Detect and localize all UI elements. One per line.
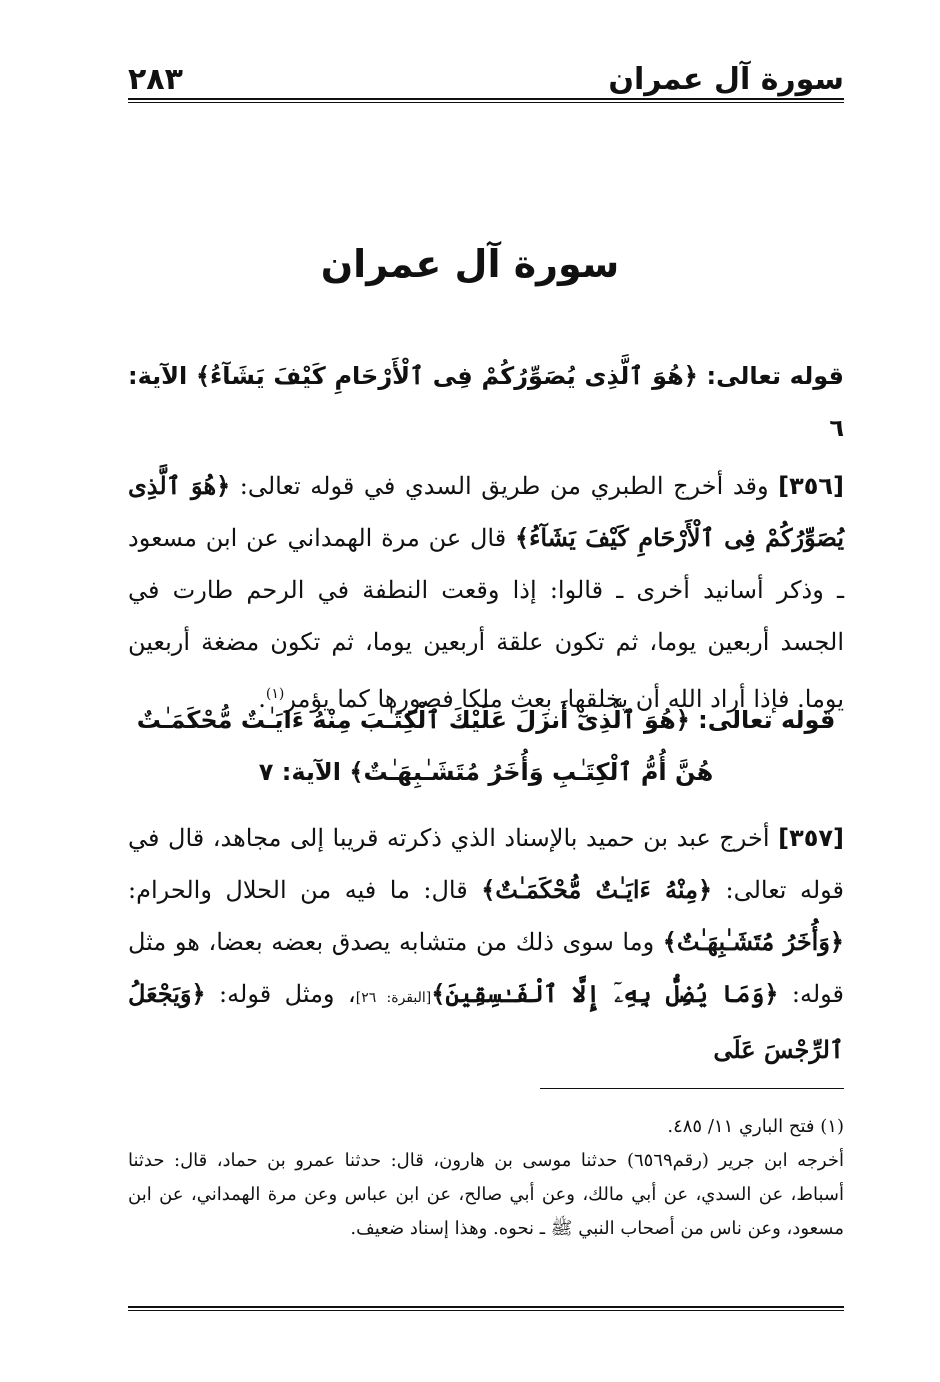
- running-title: سورة آل عمران: [608, 62, 844, 97]
- footnote-text: فتح الباري ١١/ ٤٨٥.: [667, 1116, 815, 1137]
- section-2: [128, 694, 844, 1076]
- section-1: [128, 350, 844, 725]
- running-header: [128, 58, 844, 102]
- page-number: ٢٨٣: [128, 62, 183, 97]
- footnote-separator: [540, 1088, 844, 1089]
- quoted-verse: ﴿مِنْهُ ءَايَـٰتٌ مُّحْكَمَـٰتٌ﴾: [481, 875, 713, 904]
- paragraph-text: وما سوى ذلك من متشابه يصدق بعضه بعضا، هو مثل قوله:: [128, 928, 844, 1008]
- footnote-1: [128, 1110, 844, 1144]
- quoted-verse: ﴿وَأُخَرُ مُتَشَـٰبِهَـٰتٌ﴾: [662, 927, 844, 956]
- paragraph-text: قال: ما فيه من الحلال والحرام:: [128, 876, 468, 904]
- quoted-verse: ﴿وَمَا يُضِلُّ بِهِۦٓ إِلَّا ٱلْفَـٰسِقِينَ﴾: [431, 979, 779, 1008]
- heading-verse: ﴿هُوَ ٱلَّذِىٓ أَنزَلَ عَلَيْكَ ٱلْكِتَـٰبَ مِنْهُ ءَايَـٰتٌ مُّحْكَمَـٰتٌ هُنَّ أُمُّ ٱلْكِتَـٰبِ وَأُخَرُ مُتَشَـٰبِهَـٰتٌ﴾: [136, 706, 714, 786]
- heading-label: قوله تعالى:: [698, 706, 836, 734]
- footnote-text: أخرجه ابن جرير (رقم٦٥٦٩) حدثنا موسى بن هارون، قال: حدثنا عمرو بن حماد، قال: حدثنا أسباط، عن السدي، عن أبي مالك، وعن أبي صالح، عن ابن عباس وعن مرة الهمداني، عن ابن مسعود، وعن ناس من أصحاب النبي ﷺ ـ نحوه. وهذا إسناد ضعيف.: [128, 1150, 844, 1239]
- header-rule: [128, 98, 844, 103]
- footnote-mark: (١): [265, 686, 285, 702]
- verse-reference: [البقرة: ٢٦]: [355, 990, 432, 1006]
- footnotes: [128, 1110, 844, 1246]
- footer-rule: [128, 1306, 844, 1311]
- paragraph-356: [128, 460, 844, 725]
- paragraph-number: [٣٥٧]: [778, 824, 844, 852]
- heading-ref: الآية: ٦: [128, 362, 844, 442]
- footnote-number: (١): [820, 1116, 844, 1137]
- paragraph-text: ، ومثل قوله:: [219, 980, 356, 1008]
- paragraph-text: أخرج عبد بن حميد بالإسناد الذي ذكرته قريبا إلى مجاهد، قال في قوله تعالى:: [128, 824, 844, 904]
- quoted-verse: ﴿هُوَ ٱلَّذِى يُصَوِّرُكُمْ فِى ٱلْأَرْحَامِ كَيْفَ يَشَآءُ﴾: [128, 471, 845, 552]
- surah-title: سورة آل عمران: [320, 242, 620, 286]
- footnote-1-continued: [128, 1144, 844, 1246]
- section-1-heading: [128, 350, 844, 454]
- heading-label: قوله تعالى:: [706, 362, 844, 390]
- paragraph-number: [٣٥٦]: [778, 472, 845, 500]
- paragraph-end: .: [258, 685, 266, 713]
- section-2-heading: [128, 694, 844, 798]
- paragraph-text: وقد أخرج الطبري من طريق السدي في قوله تعالى:: [239, 472, 769, 500]
- heading-ref: الآية: ٧: [258, 758, 342, 786]
- quoted-verse: ﴿وَيَجْعَلُ ٱلرِّجْسَ عَلَى: [128, 979, 844, 1064]
- heading-verse: ﴿هُوَ ٱلَّذِى يُصَوِّرُكُمْ فِى ٱلْأَرْحَامِ كَيْفَ يَشَآءُ﴾: [195, 362, 698, 390]
- paragraph-357: [128, 812, 844, 1076]
- paragraph-text: قال عن مرة الهمداني عن ابن مسعود ـ وذكر أسانيد أخرى ـ قالوا: إذا وقعت النطفة في الرحم طارت في الجسد أربعين يوما، ثم تكون علقة أربعين يوما، ثم تكون مضغة أربعين يوما. فإذا أراد الله أن يخلقها، بعث ملكا فصورها كما يؤمر: [128, 524, 844, 713]
